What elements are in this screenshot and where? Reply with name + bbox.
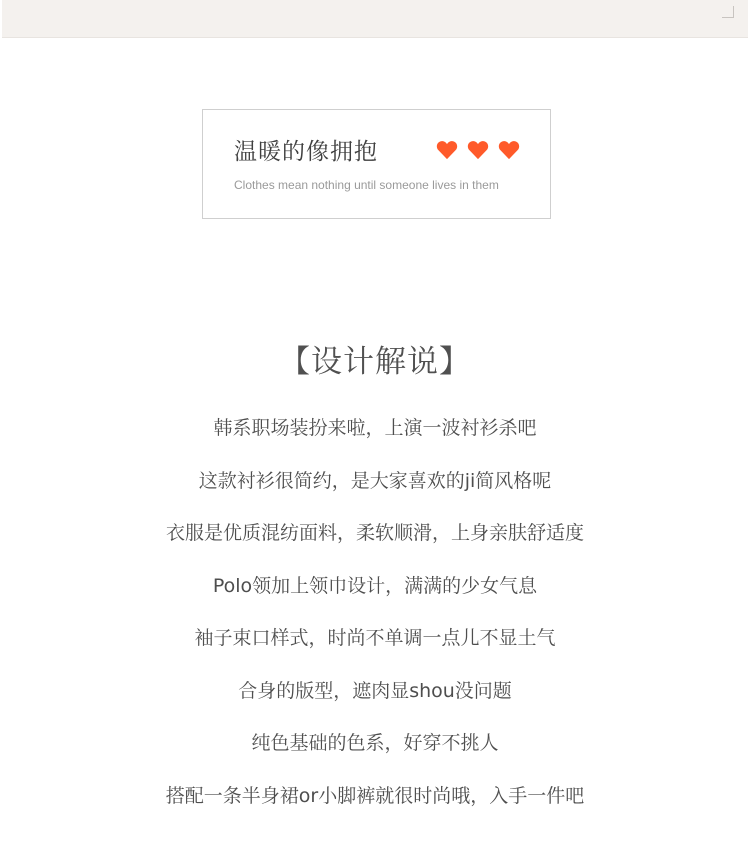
top-banner-strip — [2, 0, 748, 38]
section-title: 【设计解说】 — [279, 344, 471, 380]
corner-mark-icon — [722, 6, 734, 18]
hearts-row — [436, 140, 520, 160]
card-heading: 温暖的像拥抱 — [234, 139, 378, 165]
heart-icon — [436, 140, 458, 160]
description-line: 纯色基础的色系，好穿不挑人 — [251, 732, 499, 754]
card-subtitle: Clothes mean nothing until someone lives in them — [234, 178, 499, 192]
heart-icon — [498, 140, 520, 160]
description-line: 衣服是优质混纺面料，柔软顺滑，上身亲肤舒适度 — [165, 522, 584, 544]
heart-icon — [467, 140, 489, 160]
description-line: 这款衬衫很简约，是大家喜欢的ji简风格呢 — [198, 469, 552, 492]
description-line: 袖子束口样式，时尚不单调一点儿不显土气 — [194, 627, 556, 649]
description-line: 韩系职场装扮来啦，上演一波衬衫杀吧 — [213, 417, 537, 439]
description-line: 搭配一条半身裙or小脚裤就很时尚哦，入手一件吧 — [165, 784, 585, 807]
description-line: 合身的版型，遮肉显shou没问题 — [238, 679, 512, 702]
title-card — [202, 109, 551, 219]
description-line: Polo领加上领巾设计，满满的少女气息 — [212, 574, 538, 597]
description-list — [0, 410, 750, 830]
